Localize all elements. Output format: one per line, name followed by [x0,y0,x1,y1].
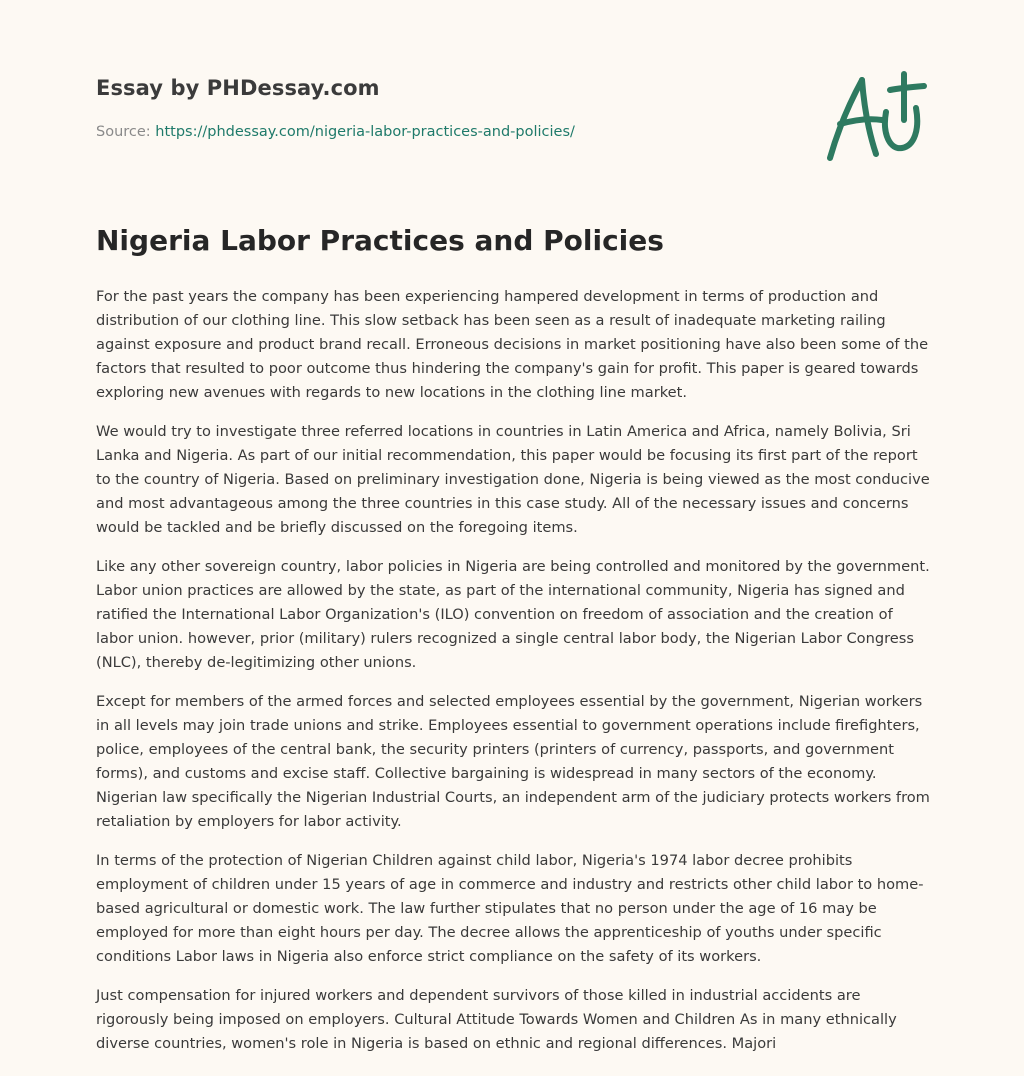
article-paragraph: In terms of the protection of Nigerian Children against child labor, Nigeria's 1974 labor decree prohibits employment of children under 15 years of age in commerce and industry and restricts other child labor to home-based agricultural or domestic work. The law further stipulates that no person under the age of 16 may be employed for more than eight hours per day. The decree allows the apprenticeship of youths under specific conditions Labor laws in Nigeria also enforce strict compliance on the safety of its workers. [96,852,924,965]
article-title: Nigeria Labor Practices and Policies [96,224,664,257]
site-brand: Essay by PHDessay.com [96,76,380,100]
article-paragraph: Except for members of the armed forces and selected employees essential by the government, Nigerian workers in all levels may join trade unions and strike. Employees essential to government operations include firefighters, police, employees of the central bank, the security printers (printers of currency, passports, and government forms), and customs and excise staff. Collective bargaining is widespread in many sectors of the economy. Nigerian law specifically the Nigerian Industrial Courts, an independent arm of the judiciary protects workers from retaliation by employers for labor activity. [96,693,930,830]
article-paragraph: For the past years the company has been experiencing hampered development in terms of production and distribution of our clothing line. This slow setback has been seen as a result of inadequate marketing railing against exposure and product brand recall. Erroneous decisions in market positioning have also been some of the factors that resulted to poor outcome thus hindering the company's gain for profit. This paper is geared towards exploring new avenues with regards to new locations in the clothing line market. [96,288,929,401]
article-paragraph: Like any other sovereign country, labor policies in Nigeria are being controlled and monitored by the government. Labor union practices are allowed by the state, as part of the international community, Nigeria has signed and ratified the International Labor Organization's (ILO) convention on freedom of association and the creation of labor union. however, prior (military) rulers recognized a single central labor body, the Nigerian Labor Congress (NLC), thereby de-legitimizing other unions. [96,558,930,671]
source-line [96,124,575,140]
a-plus-logo-icon [824,68,928,164]
article-paragraph: Just compensation for injured workers and dependent survivors of those killed in industrial accidents are rigorously being imposed on employers. Cultural Attitude Towards Women and Children As in many ethnically diverse countries, women's role in Nigeria is based on ethnic and regional differences. Majori [96,987,897,1052]
article-paragraph: We would try to investigate three referred locations in countries in Latin America and Africa, namely Bolivia, Sri Lanka and Nigeria. As part of our initial recommendation, this paper would be focusing its first part of the report to the country of Nigeria. Based on preliminary investigation done, Nigeria is being viewed as the most conducive and most advantageous among the three countries in this case study. All of the necessary issues and concerns would be tackled and be briefly discussed on the foregoing items. [96,423,930,536]
source-label: Source: [96,124,151,140]
article-body [96,285,931,1071]
source-link[interactable]: https://phdessay.com/nigeria-labor-practices-and-policies/ [155,124,575,140]
